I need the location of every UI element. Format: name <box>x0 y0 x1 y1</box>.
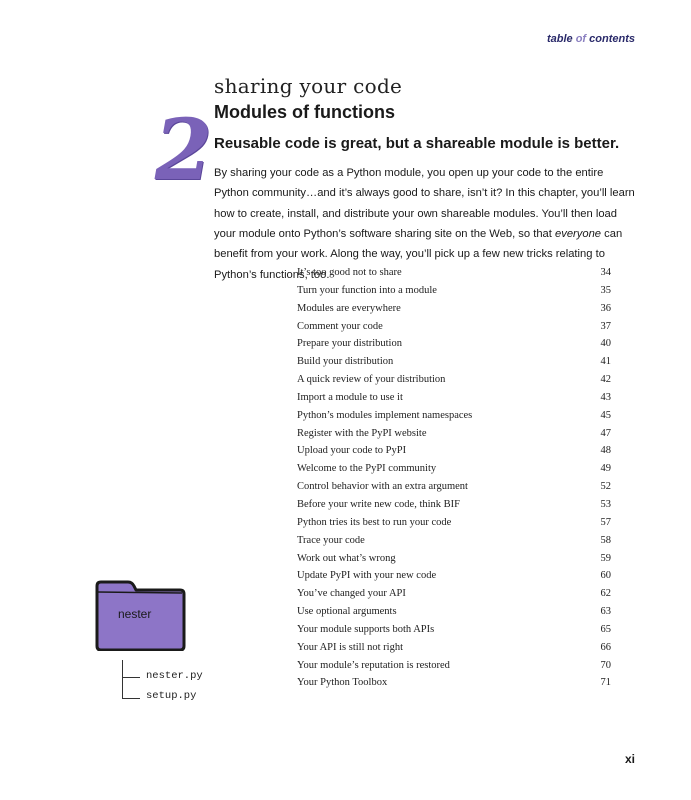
intro-text-end: can benefit from your work. Along the way, you’ll pick up a few new tricks relating to Python’s functions, too. <box>214 228 623 281</box>
toc-entry-title: Before your write new code, think BIF <box>297 498 461 510</box>
folder-illustration <box>94 580 186 651</box>
toc-entry-title: Your API is still not right <box>297 641 403 653</box>
intro-emphasis: everyone <box>555 228 602 241</box>
toc-entry-page: 37 <box>600 320 611 332</box>
toc-entry-title: Update PyPI with your new code <box>297 570 437 582</box>
toc-entry-page: 47 <box>600 427 611 439</box>
toc-entry[interactable] <box>297 410 611 428</box>
page-number: xi <box>624 752 635 766</box>
toc-entry-title: Modules are everywhere <box>297 302 401 314</box>
running-header <box>547 33 635 45</box>
toc-entry-title: Python’s modules implement namespaces <box>297 409 473 421</box>
tree-branch <box>122 698 140 699</box>
toc-entry[interactable] <box>297 677 611 695</box>
toc-entry[interactable] <box>297 267 611 285</box>
toc-entry-page: 48 <box>600 445 611 457</box>
toc-entry-title: A quick review of your distribution <box>297 374 446 386</box>
toc-entry[interactable] <box>297 303 611 321</box>
header-word-contents: contents <box>589 33 635 45</box>
toc-entry[interactable] <box>297 321 611 339</box>
toc-entry-title: Your module’s reputation is restored <box>297 659 450 671</box>
chapter-tagline: Reusable code is great, but a shareable module is better. <box>214 135 620 152</box>
folder-fold-line <box>98 592 182 593</box>
toc-entry[interactable] <box>297 428 611 446</box>
toc-entry-page: 49 <box>600 463 611 475</box>
toc-entry[interactable] <box>297 499 611 517</box>
header-word-table: table <box>546 33 573 45</box>
toc-entry[interactable] <box>297 481 611 499</box>
toc-entry-page: 36 <box>600 302 611 314</box>
toc-entry[interactable] <box>297 624 611 642</box>
toc-entry-title: Import a module to use it <box>297 391 403 403</box>
toc-entry[interactable] <box>297 535 611 553</box>
toc-entry[interactable] <box>297 553 611 571</box>
toc-entry[interactable] <box>297 463 611 481</box>
toc-entry-page: 35 <box>600 284 611 296</box>
toc-entry-title: Python tries its best to run your code <box>297 516 452 528</box>
toc-entry-title: Upload your code to PyPI <box>297 445 407 457</box>
header-word-of: of <box>575 33 587 45</box>
toc-entry-title: Register with the PyPI website <box>297 427 427 439</box>
file-tree <box>118 656 228 706</box>
file-name: setup.py <box>146 690 197 702</box>
toc-entry[interactable] <box>297 642 611 660</box>
toc-entry-title: Turn your function into a module <box>297 284 437 296</box>
toc-entry-page: 63 <box>600 606 611 618</box>
toc-entry-page: 41 <box>600 356 611 368</box>
toc-list <box>297 267 611 695</box>
toc-entry-page: 71 <box>600 677 611 689</box>
toc-entry-page: 65 <box>600 623 611 635</box>
toc-entry-page: 58 <box>600 534 611 546</box>
toc-entry[interactable] <box>297 374 611 392</box>
file-name: nester.py <box>146 670 203 682</box>
toc-entry-title: Control behavior with an extra argument <box>297 481 468 493</box>
toc-entry[interactable] <box>297 517 611 535</box>
toc-entry-page: 66 <box>600 641 611 653</box>
toc-entry-title: Your module supports both APIs <box>297 623 435 635</box>
toc-entry-page: 43 <box>600 391 611 403</box>
toc-entry-page: 52 <box>600 481 611 493</box>
tree-branch <box>122 677 140 678</box>
toc-entry-title: You’ve changed your API <box>297 588 406 600</box>
toc-entry-page: 59 <box>600 552 611 564</box>
toc-entry-page: 40 <box>600 338 611 350</box>
tree-connector <box>122 660 123 698</box>
toc-entry-title: Welcome to the PyPI community <box>297 463 437 475</box>
toc-entry[interactable] <box>297 285 611 303</box>
chapter-kicker: sharing your code <box>214 74 403 98</box>
toc-entry-title: Your Python Toolbox <box>297 677 388 689</box>
toc-entry[interactable] <box>297 660 611 678</box>
toc-entry-page: 60 <box>600 570 611 582</box>
chapter-number: 2 <box>145 100 222 199</box>
toc-entry-title: Comment your code <box>297 320 383 332</box>
toc-entry-title: Build your distribution <box>297 356 394 368</box>
toc-entry[interactable] <box>297 606 611 624</box>
toc-entry[interactable] <box>297 392 611 410</box>
intro-text-start: By sharing your code as a Python module, you open up your code to the entire Python community…and it’s always good to share, isn’t it? In this chapter, you’ll learn how to create, install, and distribute your own shareable modules. You’ll then load your module onto Python’s software sharing site on the Web, so that <box>214 167 635 241</box>
toc-entry-title: It’s too good not to share <box>297 267 402 278</box>
toc-entry[interactable] <box>297 588 611 606</box>
toc-entry-title: Work out what’s wrong <box>297 552 396 564</box>
folder-label: nester <box>118 607 152 621</box>
toc-entry-page: 62 <box>600 588 611 600</box>
chapter-title: Modules of functions <box>214 102 395 122</box>
toc-entry-page: 42 <box>600 374 611 386</box>
toc-entry[interactable] <box>297 338 611 356</box>
toc-entry[interactable] <box>297 356 611 374</box>
toc-entry-page: 34 <box>600 267 611 278</box>
toc-entry-title: Prepare your distribution <box>297 338 402 350</box>
toc-entry-page: 53 <box>600 498 611 510</box>
toc-entry[interactable] <box>297 445 611 463</box>
toc-entry-page: 70 <box>600 659 611 671</box>
toc-entry-page: 45 <box>600 409 611 421</box>
toc-entry-title: Use optional arguments <box>297 606 397 618</box>
toc-entry-title: Trace your code <box>297 534 365 546</box>
toc-entry[interactable] <box>297 570 611 588</box>
toc-entry-page: 57 <box>600 516 611 528</box>
